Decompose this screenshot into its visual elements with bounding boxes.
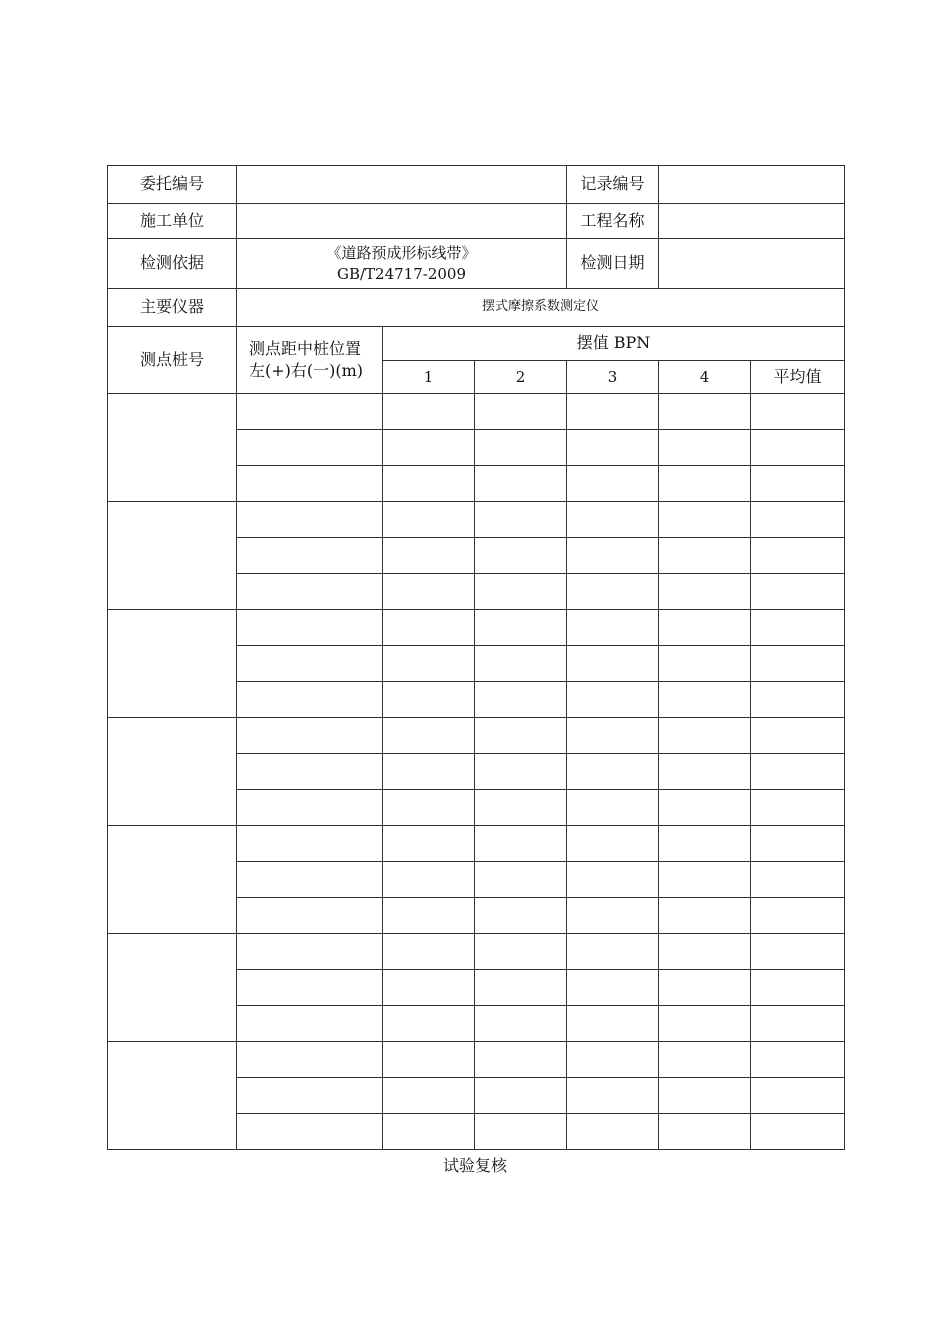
reading-1-cell[interactable] (383, 970, 475, 1006)
reading-3-cell[interactable] (567, 1006, 659, 1042)
reading-2-cell[interactable] (475, 682, 567, 718)
reading-2-cell[interactable] (475, 466, 567, 502)
distance-cell[interactable] (237, 718, 383, 754)
reading-1-cell[interactable] (383, 934, 475, 970)
reading-2-header: 2 (475, 361, 567, 394)
average-cell[interactable] (751, 826, 845, 862)
distance-cell[interactable] (237, 862, 383, 898)
construction-unit-value[interactable] (237, 204, 567, 239)
average-cell[interactable] (751, 430, 845, 466)
reading-2-cell[interactable] (475, 394, 567, 430)
reading-3-cell[interactable] (567, 970, 659, 1006)
table-row (108, 610, 845, 646)
reading-4-header: 4 (659, 361, 751, 394)
average-cell[interactable] (751, 1114, 845, 1150)
average-cell[interactable] (751, 394, 845, 430)
reading-3-cell[interactable] (567, 934, 659, 970)
reading-1-cell[interactable] (383, 538, 475, 574)
record-no-value[interactable] (659, 166, 845, 204)
reading-3-cell[interactable] (567, 826, 659, 862)
reading-3-cell[interactable] (567, 754, 659, 790)
distance-column-header (237, 327, 383, 394)
record-no-label: 记录编号 (567, 166, 659, 204)
average-cell[interactable] (751, 898, 845, 934)
average-cell[interactable] (751, 682, 845, 718)
reading-3-cell[interactable] (567, 610, 659, 646)
table-row (108, 718, 845, 754)
reading-2-cell[interactable] (475, 1078, 567, 1114)
distance-cell[interactable] (237, 610, 383, 646)
test-basis-line2: GB/T24717-2009 (336, 264, 467, 283)
reading-1-cell[interactable] (383, 682, 475, 718)
test-basis-label: 检测依据 (108, 239, 237, 289)
reading-2-cell[interactable] (475, 430, 567, 466)
average-cell[interactable] (751, 538, 845, 574)
station-cell[interactable] (108, 718, 237, 826)
reading-4-cell[interactable] (659, 1042, 751, 1078)
reading-4-cell[interactable] (659, 646, 751, 682)
reading-1-header: 1 (383, 361, 475, 394)
reading-1-cell[interactable] (383, 718, 475, 754)
reading-1-cell[interactable] (383, 790, 475, 826)
average-cell[interactable] (751, 502, 845, 538)
test-basis-value (237, 239, 567, 289)
average-cell[interactable] (751, 970, 845, 1006)
test-record-table (107, 165, 845, 1150)
station-cell[interactable] (108, 502, 237, 610)
reading-2-cell[interactable] (475, 970, 567, 1006)
distance-cell[interactable] (237, 502, 383, 538)
reading-3-cell[interactable] (567, 862, 659, 898)
reading-1-cell[interactable] (383, 394, 475, 430)
reading-1-cell[interactable] (383, 502, 475, 538)
table-row (108, 826, 845, 862)
station-cell[interactable] (108, 934, 237, 1042)
distance-cell[interactable] (237, 574, 383, 610)
table-row (108, 394, 845, 430)
distance-cell[interactable] (237, 430, 383, 466)
reading-3-cell[interactable] (567, 394, 659, 430)
reading-2-cell[interactable] (475, 934, 567, 970)
average-cell[interactable] (751, 1042, 845, 1078)
average-cell[interactable] (751, 754, 845, 790)
reading-1-cell[interactable] (383, 646, 475, 682)
station-cell[interactable] (108, 394, 237, 502)
average-cell[interactable] (751, 718, 845, 754)
bpn-column-header: 摆值 BPN (383, 327, 845, 361)
reading-2-cell[interactable] (475, 718, 567, 754)
distance-cell[interactable] (237, 754, 383, 790)
reading-2-cell[interactable] (475, 502, 567, 538)
distance-cell[interactable] (237, 1114, 383, 1150)
reading-1-cell[interactable] (383, 574, 475, 610)
reading-3-cell[interactable] (567, 1114, 659, 1150)
project-name-value[interactable] (659, 204, 845, 239)
reading-3-cell[interactable] (567, 790, 659, 826)
distance-cell[interactable] (237, 1042, 383, 1078)
average-cell[interactable] (751, 1006, 845, 1042)
entrust-no-value[interactable] (237, 166, 567, 204)
distance-cell[interactable] (237, 898, 383, 934)
reading-2-cell[interactable] (475, 610, 567, 646)
distance-cell[interactable] (237, 934, 383, 970)
reading-4-cell[interactable] (659, 538, 751, 574)
reading-2-cell[interactable] (475, 538, 567, 574)
reading-4-cell[interactable] (659, 826, 751, 862)
instrument-label: 主要仪器 (108, 289, 237, 327)
reading-4-cell[interactable] (659, 754, 751, 790)
reading-2-cell[interactable] (475, 574, 567, 610)
average-cell[interactable] (751, 934, 845, 970)
average-cell[interactable] (751, 862, 845, 898)
reading-3-cell[interactable] (567, 466, 659, 502)
reading-3-cell[interactable] (567, 538, 659, 574)
reading-1-cell[interactable] (383, 430, 475, 466)
distance-cell[interactable] (237, 826, 383, 862)
reading-4-cell[interactable] (659, 718, 751, 754)
distance-cell[interactable] (237, 394, 383, 430)
reading-4-cell[interactable] (659, 1078, 751, 1114)
reading-1-cell[interactable] (383, 1114, 475, 1150)
reading-3-cell[interactable] (567, 682, 659, 718)
reading-3-cell[interactable] (567, 1078, 659, 1114)
reading-4-cell[interactable] (659, 790, 751, 826)
distance-cell[interactable] (237, 646, 383, 682)
reading-4-cell[interactable] (659, 682, 751, 718)
table-row (108, 502, 845, 538)
distance-cell[interactable] (237, 538, 383, 574)
construction-unit-label: 施工单位 (108, 204, 237, 239)
reading-4-cell[interactable] (659, 934, 751, 970)
reading-2-cell[interactable] (475, 754, 567, 790)
reading-2-cell[interactable] (475, 790, 567, 826)
distance-header-line2: 左(+)右(一)(m) (249, 361, 364, 380)
distance-header-line1: 测点距中桩位置 (249, 338, 362, 358)
station-cell[interactable] (108, 826, 237, 934)
reading-3-cell[interactable] (567, 718, 659, 754)
reading-2-cell[interactable] (475, 862, 567, 898)
station-cell[interactable] (108, 610, 237, 718)
reading-2-cell[interactable] (475, 1042, 567, 1078)
reading-2-cell[interactable] (475, 826, 567, 862)
project-name-label: 工程名称 (567, 204, 659, 239)
test-date-value[interactable] (659, 239, 845, 289)
reading-4-cell[interactable] (659, 610, 751, 646)
distance-cell[interactable] (237, 970, 383, 1006)
average-cell[interactable] (751, 610, 845, 646)
average-cell[interactable] (751, 790, 845, 826)
reading-2-cell[interactable] (475, 1006, 567, 1042)
reading-1-cell[interactable] (383, 610, 475, 646)
test-basis-line1: 《道路预成形标线带》 (326, 243, 477, 262)
reading-2-cell[interactable] (475, 898, 567, 934)
average-cell[interactable] (751, 1078, 845, 1114)
distance-cell[interactable] (237, 466, 383, 502)
instrument-value: 摆式摩擦系数测定仪 (237, 289, 845, 327)
reading-2-cell[interactable] (475, 1114, 567, 1150)
table-row (108, 1042, 845, 1078)
average-cell[interactable] (751, 646, 845, 682)
reading-3-header: 3 (567, 361, 659, 394)
reading-1-cell[interactable] (383, 1042, 475, 1078)
reading-4-cell[interactable] (659, 1006, 751, 1042)
reading-3-cell[interactable] (567, 1042, 659, 1078)
footer-review-label: 试验复核 (442, 1156, 507, 1175)
reading-1-cell[interactable] (383, 898, 475, 934)
table-row (108, 934, 845, 970)
reading-2-cell[interactable] (475, 646, 567, 682)
distance-cell[interactable] (237, 1006, 383, 1042)
distance-cell[interactable] (237, 1078, 383, 1114)
reading-4-cell[interactable] (659, 394, 751, 430)
reading-4-cell[interactable] (659, 430, 751, 466)
average-cell[interactable] (751, 466, 845, 502)
reading-4-cell[interactable] (659, 574, 751, 610)
reading-4-cell[interactable] (659, 1114, 751, 1150)
reading-3-cell[interactable] (567, 898, 659, 934)
test-date-label: 检测日期 (567, 239, 659, 289)
reading-3-cell[interactable] (567, 430, 659, 466)
reading-1-cell[interactable] (383, 826, 475, 862)
reading-1-cell[interactable] (383, 466, 475, 502)
reading-4-cell[interactable] (659, 502, 751, 538)
distance-cell[interactable] (237, 682, 383, 718)
station-cell[interactable] (108, 1042, 237, 1150)
reading-3-cell[interactable] (567, 646, 659, 682)
reading-1-cell[interactable] (383, 1006, 475, 1042)
station-column-header: 测点桩号 (108, 327, 237, 394)
distance-cell[interactable] (237, 790, 383, 826)
reading-4-cell[interactable] (659, 970, 751, 1006)
reading-1-cell[interactable] (383, 754, 475, 790)
average-cell[interactable] (751, 574, 845, 610)
average-header: 平均值 (751, 361, 845, 394)
reading-1-cell[interactable] (383, 862, 475, 898)
reading-1-cell[interactable] (383, 1078, 475, 1114)
entrust-no-label: 委托编号 (108, 166, 237, 204)
reading-4-cell[interactable] (659, 466, 751, 502)
reading-3-cell[interactable] (567, 502, 659, 538)
reading-4-cell[interactable] (659, 862, 751, 898)
reading-3-cell[interactable] (567, 574, 659, 610)
reading-4-cell[interactable] (659, 898, 751, 934)
